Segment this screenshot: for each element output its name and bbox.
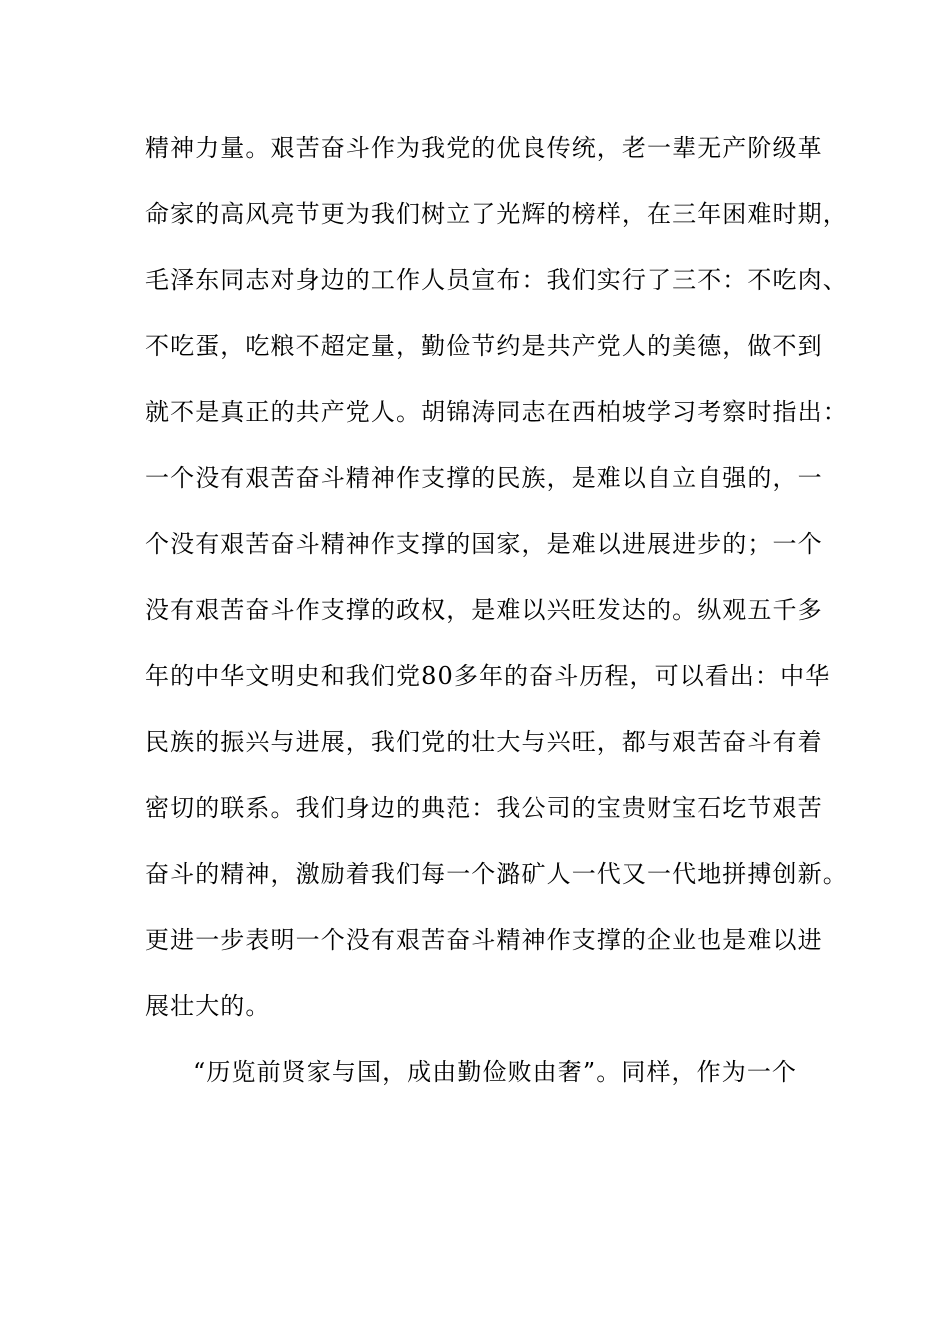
text-line-4: 不吃蛋，吃粮不超定量，勤俭节约是共产党人的美德，做不到	[145, 332, 823, 360]
text-line-13: 更进一步表明一个没有艰苦奋斗精神作支撑的企业也是难以进	[145, 926, 823, 954]
text-line-7: 个没有艰苦奋斗精神作支撑的国家，是难以进展进步的；一个	[145, 530, 823, 558]
text-line-14: 展壮大的。	[145, 992, 271, 1020]
text-line-8: 没有艰苦奋斗作支撑的政权，是难以兴旺发达的。纵观五千多	[145, 596, 823, 624]
text-line-1: 精神力量。艰苦奋斗作为我党的优良传统，老一辈无产阶级革	[145, 134, 823, 162]
text-line-9: 年的中华文明史和我们党80多年的奋斗历程，可以看出：中华	[145, 662, 831, 690]
text-line-10: 民族的振兴与进展，我们党的壮大与兴旺，都与艰苦奋斗有着	[145, 728, 823, 756]
text-line-3: 毛泽东同志对身边的工作人员宣布：我们实行了三不：不吃肉、	[145, 266, 848, 294]
text-line-6: 一个没有艰苦奋斗精神作支撑的民族，是难以自立自强的，一	[145, 464, 823, 492]
text-line-11: 密切的联系。我们身边的典范：我公司的宝贵财宝石圪节艰苦	[145, 794, 823, 822]
text-line-5: 就不是真正的共产党人。胡锦涛同志在西柏坡学习考察时指出：	[145, 398, 848, 426]
text-line-12: 奋斗的精神，激励着我们每一个潞矿人一代又一代地拼搏创新。	[145, 860, 848, 888]
text-line-15: “历览前贤家与国，成由勤俭败由奢”。同样，作为一个	[193, 1058, 798, 1086]
text-line-2: 命家的高风亮节更为我们树立了光辉的榜样，在三年困难时期，	[145, 200, 848, 228]
